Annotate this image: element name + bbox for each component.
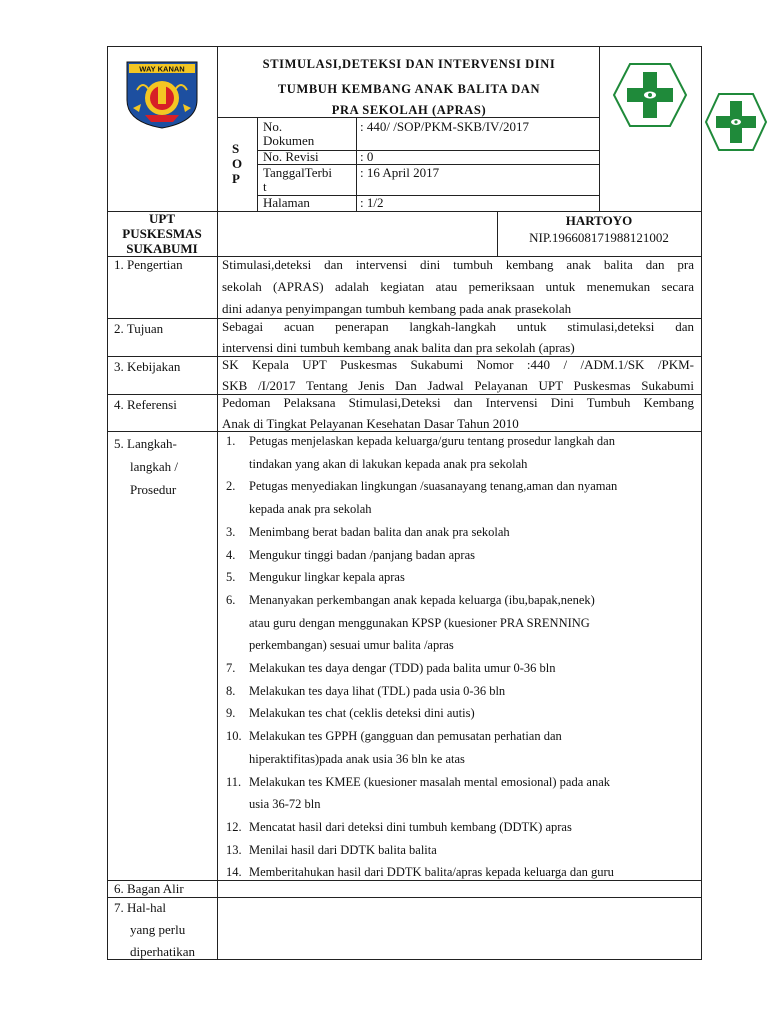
section-label-langkah-2: langkah / xyxy=(130,459,179,474)
step-text-line: hiperaktifitas)pada anak usia 36 bln ke atas xyxy=(249,751,465,766)
referensi-line-1: Pedoman Pelaksana Stimulasi,Deteksi dan Intervensi Dini Tumbuh Kembang xyxy=(222,395,694,410)
step-number: 13. xyxy=(226,842,242,857)
step-number: 10. xyxy=(226,729,242,744)
section-label-tujuan: 2. Tujuan xyxy=(114,321,164,336)
step-text-line: Petugas menjelaskan kepada keluarga/guru tentang prosedur langkah dan xyxy=(249,434,615,448)
meta-label-halaman: Halaman xyxy=(263,195,310,210)
meta-label-no-dokumen: No. xyxy=(263,119,283,134)
step-text-line: Melakukan tes GPPH (gangguan dan pemusatan perhatian dan xyxy=(249,729,562,744)
section-label-langkah-1: 5. Langkah- xyxy=(114,436,177,451)
table-border-left xyxy=(107,46,108,960)
meta-label-tanggal-terbit: TanggalTerbi xyxy=(263,165,332,180)
document-title-line-1: STIMULASI,DETEKSI DAN INTERVENSI DINI xyxy=(262,57,556,71)
step-text-line: Mencatat hasil dari deteksi dini tumbuh kembang (DDTK) apras xyxy=(249,819,572,834)
referensi-line-2: Anak di Tingkat Pelayanan Kesehatan Dasar Tahun 2010 xyxy=(222,416,519,431)
section-label-hal-3: diperhatikan xyxy=(130,944,195,959)
step-text-line: Petugas menyediakan lingkungan /suasanayang tenang,aman dan nyaman xyxy=(249,479,618,494)
org-line-1: UPT xyxy=(149,211,175,226)
sop-letter-p: P xyxy=(232,171,240,186)
section-label-hal-1: 7. Hal-hal xyxy=(114,900,166,915)
sop-letter-o: O xyxy=(232,156,243,171)
meta-label-tanggal-terbit-2: t xyxy=(263,179,267,194)
document-title-line-3: PRA SEKOLAH (APRAS) xyxy=(331,103,487,117)
meta-label-no-revisi: No. Revisi xyxy=(263,149,319,164)
section-label-langkah-3: Prosedur xyxy=(130,482,177,497)
step-text-line: Menimbang berat badan balita dan anak pra sekolah xyxy=(249,524,510,539)
kebijakan-line-2: SKB /I/2017 Tentang Jenis Dan Jadwal Pelayanan UPT Puskesmas Sukabumi xyxy=(222,378,694,393)
kebijakan-line-1: SK Kepala UPT Puskesmas Sukabumi Nomor :440 / /ADM.1/SK /PKM- xyxy=(222,357,694,372)
tujuan-line-2: intervensi dini tumbuh kembang anak balita dan pra sekolah (apras) xyxy=(222,340,575,355)
section-label-referensi: 4. Referensi xyxy=(114,397,177,412)
step-text-line: Melakukan tes chat (ceklis deteksi dini autis) xyxy=(249,706,475,721)
signer-name: HARTOYO xyxy=(565,213,633,228)
meta-value-halaman: : 1/2 xyxy=(360,195,384,210)
pengertian-line-3: dini adanya penyimpangan tumbuh kembang pada anak prasekolah xyxy=(222,301,572,316)
table-border-right xyxy=(701,46,702,960)
step-number: 12. xyxy=(226,819,242,834)
puskesmas-cross-icon xyxy=(612,62,688,128)
step-text-line: Melakukan tes daya dengar (TDD) pada balita umur 0-36 bln xyxy=(249,661,556,675)
step-number: 14. xyxy=(226,865,242,880)
step-text-line: Melakukan tes daya lihat (TDL) pada usia 0-36 bln xyxy=(249,683,506,698)
org-line-3: SUKABUMI xyxy=(126,241,198,256)
meta-value-no-dokumen: : 440/ /SOP/PKM-SKB/IV/2017 xyxy=(360,119,530,134)
meta-value-no-revisi: : 0 xyxy=(360,149,374,164)
divider xyxy=(217,46,218,256)
step-number: 6. xyxy=(226,592,236,607)
step-text-line: Mengukur lingkar kepala apras xyxy=(249,570,405,585)
pengertian-line-1: Stimulasi,deteksi dan intervensi dini tumbuh kembang anak balita dan pra xyxy=(222,257,694,272)
step-text-line: Menanyakan perkembangan anak kepada keluarga (ibu,bapak,nenek) xyxy=(249,592,595,607)
meta-value-tanggal-terbit: : 16 April 2017 xyxy=(360,165,440,180)
section-label-bagan-alir: 6. Bagan Alir xyxy=(114,881,184,896)
table-border-top xyxy=(107,46,702,47)
step-number: 8. xyxy=(226,683,236,698)
step-text-line: Melakukan tes KMEE (kuesioner masalah mental emosional) pada anak xyxy=(249,774,610,789)
sop-letter-s: S xyxy=(232,141,240,156)
step-text-line: Mengukur tinggi badan /panjang badan apras xyxy=(249,547,475,562)
step-number: 4. xyxy=(226,547,236,562)
step-number: 11. xyxy=(226,774,242,789)
section-label-kebijakan: 3. Kebijakan xyxy=(114,359,181,374)
document-title-line-2: TUMBUH KEMBANG ANAK BALITA DAN xyxy=(277,82,541,96)
step-text-line: atau guru dengan menggunakan KPSP (kuesioner PRA SRENNING xyxy=(249,615,590,630)
way-kanan-logo xyxy=(123,60,201,130)
step-number: 2. xyxy=(226,479,236,494)
step-number: 1. xyxy=(226,434,236,448)
pengertian-line-2: sekolah (APRAS) adalah kegiatan atau pemeriksaan untuk menemukan secara xyxy=(222,279,694,294)
org-line-2: PUSKESMAS xyxy=(122,226,202,241)
step-number: 7. xyxy=(226,661,236,675)
divider xyxy=(217,256,218,960)
step-text-line: perkembangan) sesuai umur balita /apras xyxy=(249,638,454,653)
tujuan-line-1: Sebagai acuan penerapan langkah-langkah untuk stimulasi,deteksi dan xyxy=(222,319,694,334)
table-border-bottom xyxy=(107,959,702,960)
meta-label-no-dokumen-2: Dokumen xyxy=(263,133,315,148)
svg-text:WAY KANAN: WAY KANAN xyxy=(139,64,185,74)
step-text-line: usia 36-72 bln xyxy=(249,797,321,812)
step-number: 9. xyxy=(226,706,236,721)
section-label-hal-2: yang perlu xyxy=(130,922,186,937)
step-text-line: kepada anak pra sekolah xyxy=(249,502,372,517)
signer-nip: NIP.196608171988121002 xyxy=(529,230,669,245)
step-text-line: Menilai hasil dari DDTK balita balita xyxy=(249,842,437,857)
step-number: 3. xyxy=(226,524,236,539)
puskesmas-cross-icon-secondary xyxy=(704,92,768,152)
step-text-line: Memberitahukan hasil dari DDTK balita/apras kepada keluarga dan guru xyxy=(249,865,614,880)
divider xyxy=(107,897,702,898)
step-number: 5. xyxy=(226,570,236,585)
section-label-pengertian: 1. Pengertian xyxy=(114,257,183,272)
step-text-line: tindakan yang akan di lakukan kepada anak pra sekolah xyxy=(249,456,528,471)
